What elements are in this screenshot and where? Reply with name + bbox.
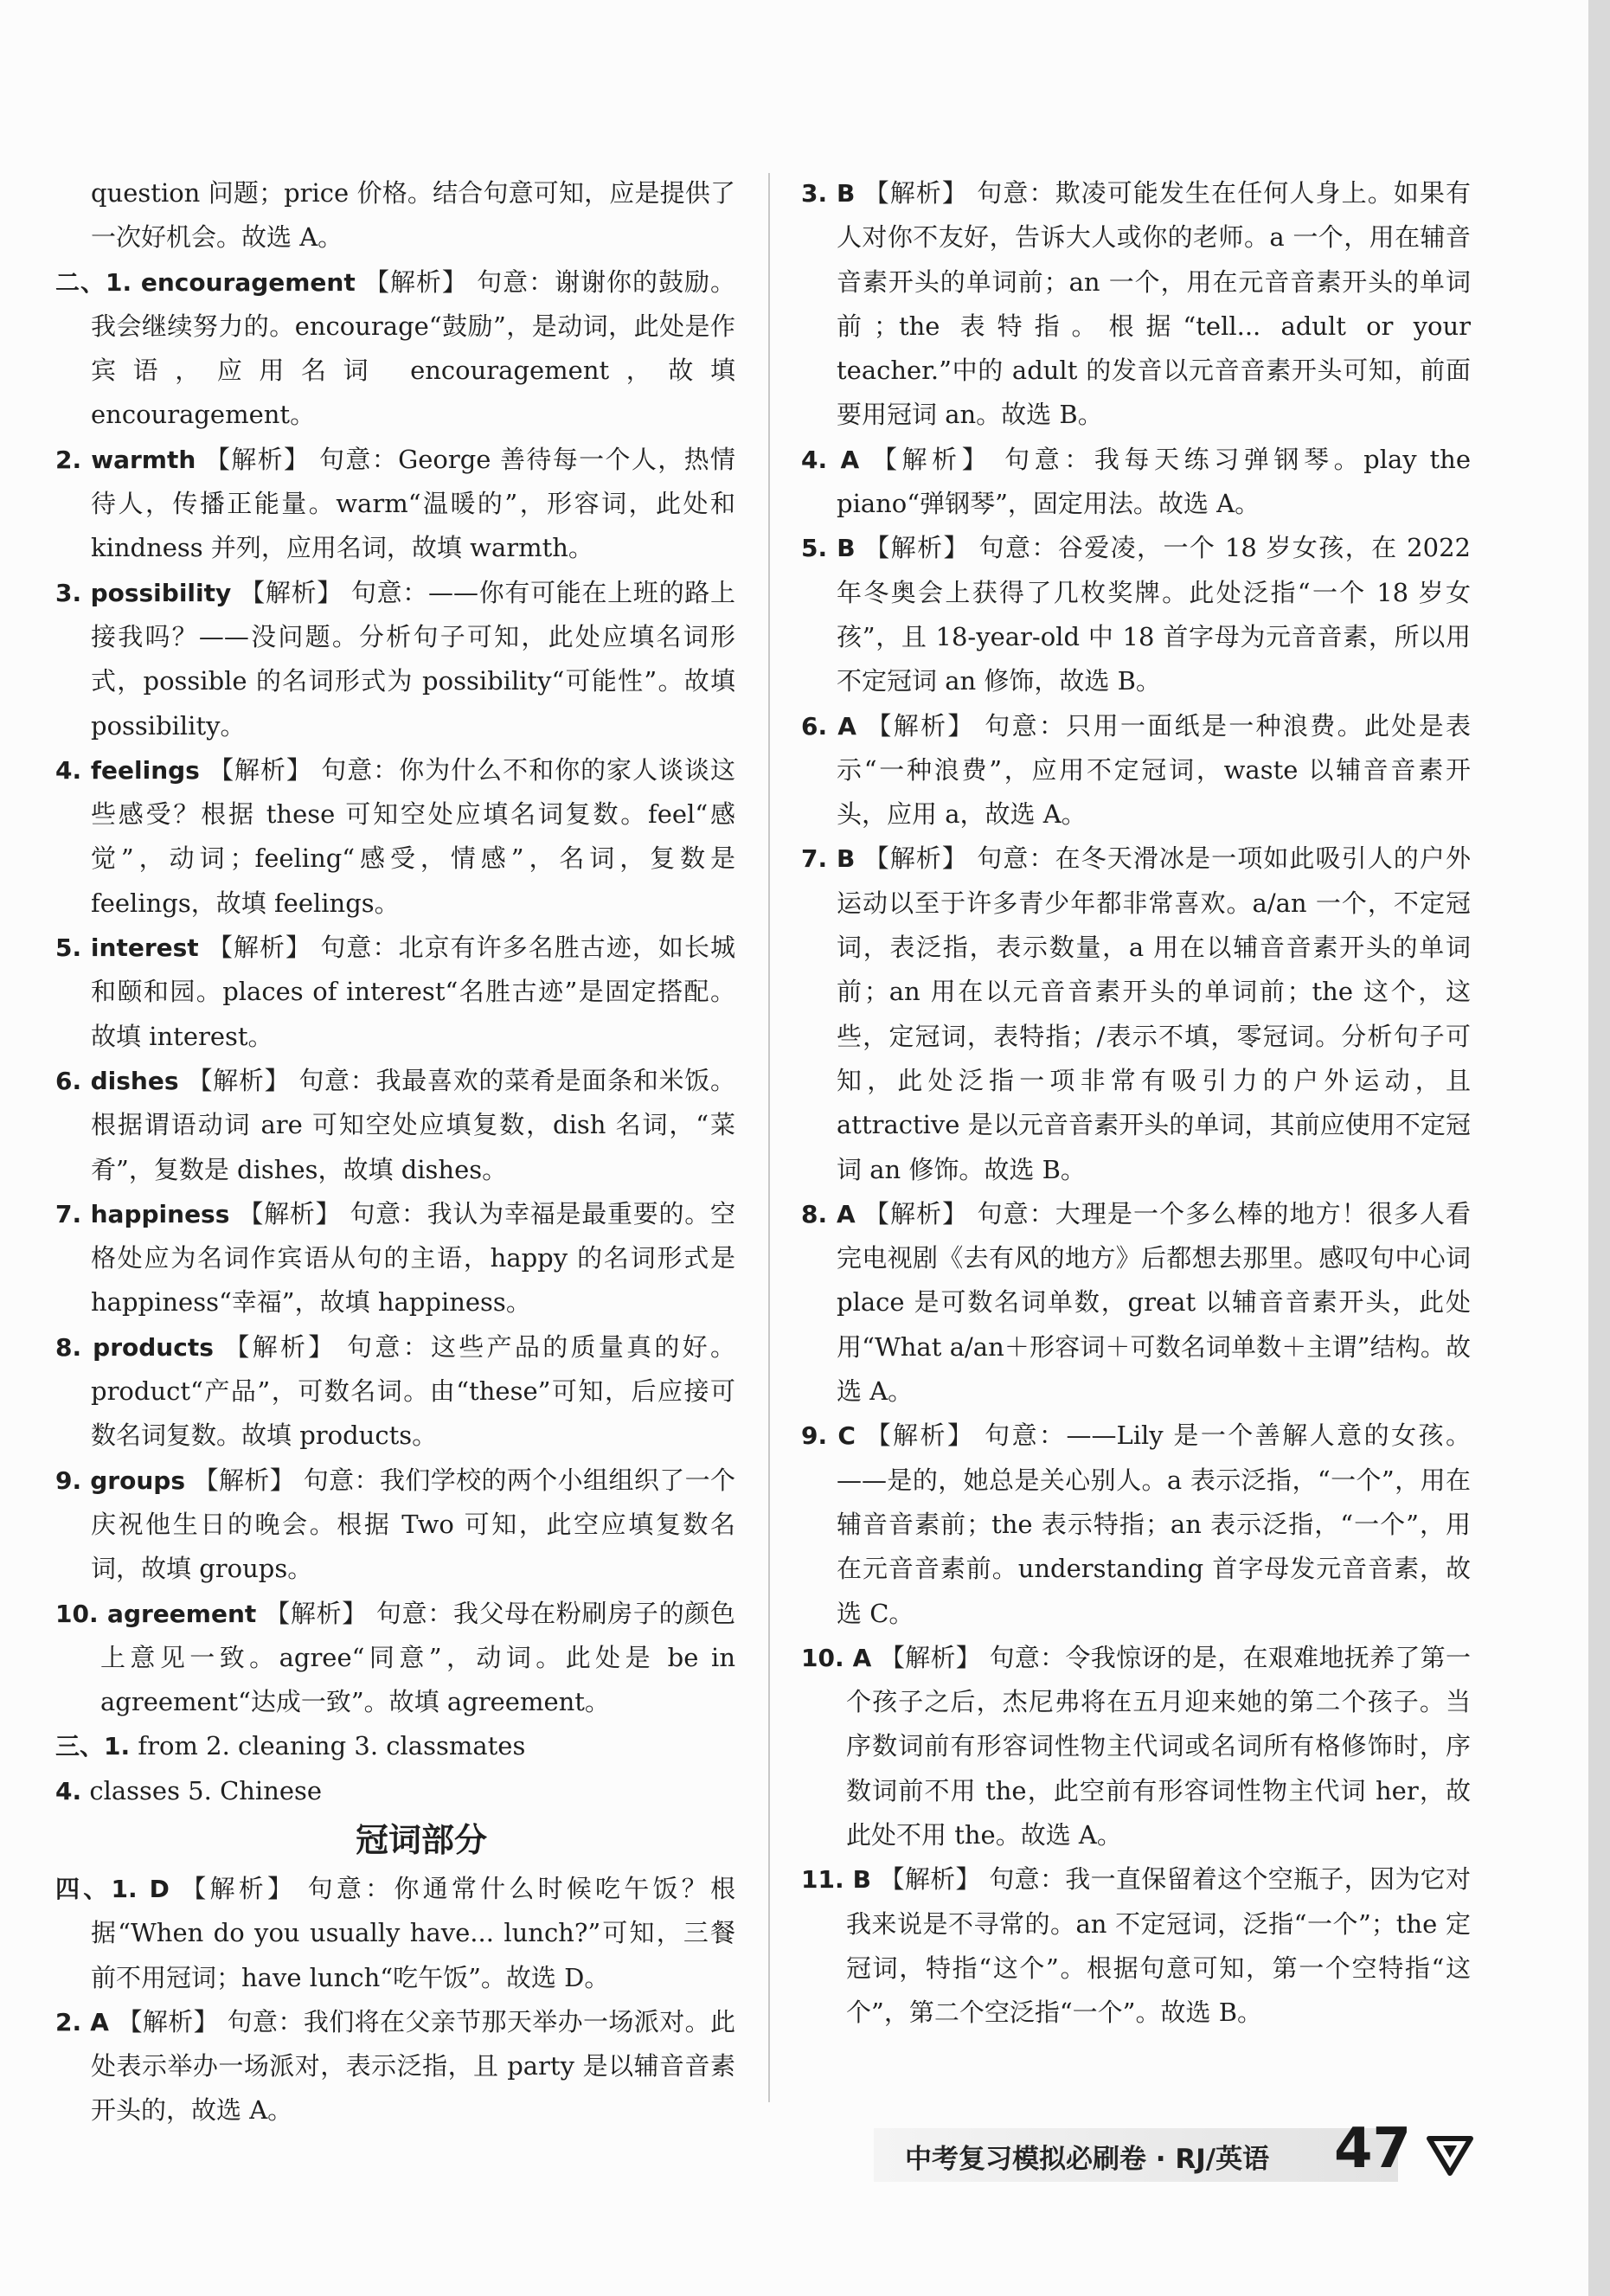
answer-item: [801, 438, 1471, 527]
answer-item: [55, 438, 735, 571]
answer-number: 7. B: [801, 844, 856, 874]
answer-text: 【解析】 句意：在冬天滑冰是一项如此吸引人的户外运动以至于许多青少年都非常喜欢。a/an 一个，不定冠词，表泛指，表示数量，a 用在以辅音音素开头的单词前；an 用在以元音音素开头的单词前；the 这个，这些，定冠词，表特指；/表示不填，零冠词。分析句子可知，此处泛指一项非常有吸引力的户外运动，且 attractive 是以元音音素开头的单词，其前应使用不定冠词 an 修饰。故选 B。: [837, 843, 1471, 1184]
answer-text: 【解析】 句意：这些产品的质量真的好。product“产品”，可数名词。由“these”可知，后应接可数名词复数。故填 products。: [91, 1331, 735, 1451]
answer-item: [55, 1592, 735, 1725]
answer-text: 【解析】 句意：我们将在父亲节那天举办一场派对。此处表示举办一场派对，表示泛指，且 party 是以辅音音素开头的，故选 A。: [91, 2006, 735, 2126]
answer-text: 【解析】 句意：你为什么不和你的家人谈谈这些感受？根据 these 可知空处应填名词复数。feel“感觉”，动词；feeling“感受，情感”，名词，复数是 feelings，故填 feelings。: [91, 754, 735, 918]
answer-text: 【解析】 句意：——你有可能在上班的路上接我吗？——没问题。分析句子可知，此处应填名词形式，possible 的名词形式为 possibility“可能性”。故填 possibility。: [91, 577, 735, 741]
answer-text: 【解析】 句意：北京有许多名胜古迹，如长城和颐和园。places of interest“名胜古迹”是固定搭配。故填 interest。: [91, 933, 736, 1051]
answer-text: 【解析】 句意：我最喜欢的菜肴是面条和米饭。根据谓语动词 are 可知空处应填复数，dish 名词，“菜肴”，复数是 dishes，故填 dishes。: [91, 1065, 736, 1184]
answer-item: [55, 571, 735, 748]
answer-number: 6. dishes: [55, 1066, 179, 1095]
answer-number: 2. A: [55, 2007, 109, 2036]
answer-text: 【解析】 句意：我们学校的两个小组组织了一个庆祝他生日的晚会。根据 Two 可知，此空应填复数名词，故填 groups。: [91, 1465, 736, 1584]
answer-number: 4.: [55, 1776, 82, 1805]
answer-number: 8. A: [801, 1199, 856, 1228]
answer-item: [55, 260, 735, 438]
answer-item: [55, 926, 735, 1059]
answer-item: [55, 1059, 735, 1192]
answer-text: 【解析】 句意：令我惊讶的是，在艰难地抚养了第一个孩子之后，杰尼弗将在五月迎来她的第二个孩子。当序数词前有形容词性物主代词或名词所有格修饰时，序数词前不用 the，此空前有形容词性物主代词 her，故此处不用 the。故选 A。: [846, 1642, 1471, 1850]
answer-number: 9. groups: [55, 1465, 185, 1495]
answer-item: [55, 1192, 735, 1325]
answer-item: [801, 171, 1471, 438]
answer-text: 【解析】 句意：谢谢你的鼓励。我会继续努力的。encourage“鼓励”，是动词，此处是作宾语，应用名词 encouragement，故填 encouragement。: [91, 266, 736, 430]
answer-number: 4. A: [801, 445, 860, 474]
answer-number: 3. B: [801, 179, 856, 208]
answer-number: 5. interest: [55, 933, 199, 963]
answer-text: 【解析】 句意：我父母在粉刷房子的颜色上意见一致。agree“同意”，动词。此处是 be in agreement“达成一致”。故填 agreement。: [100, 1598, 736, 1717]
section-heading: 冠词部分: [355, 1820, 487, 1859]
answer-number: 三、1.: [55, 1732, 131, 1761]
answer-item: [801, 526, 1471, 703]
answer-item: [55, 1459, 735, 1592]
answer-number: 8. products: [55, 1332, 214, 1362]
footer-label: 中考复习模拟必刷卷 · RJ/英语: [905, 2144, 1270, 2175]
answer-text: 【解析】 句意：大理是一个多么棒的地方！很多人看完电视剧《去有风的地方》后都想去那里。感叹句中心词 place 是可数名词单数，great 以辅音音素开头，此处用“What a/an＋形容词＋可数名词单数＋主谓”结构。故选 A。: [837, 1198, 1471, 1407]
answer-number: 四、1. D: [55, 1874, 170, 1903]
answer-item: [801, 837, 1471, 1191]
answer-item: [801, 1414, 1471, 1635]
answer-number: 6. A: [801, 711, 856, 741]
answer-item: [801, 1192, 1471, 1414]
answer-item: [55, 748, 735, 926]
answer-text: 【解析】 句意：George 善待每一个人，热情待人，传播正能量。warm“温暖的”，形容词，此处和 kindness 并列，应用名词，故填 warmth。: [91, 444, 735, 563]
answer-item: [801, 704, 1471, 837]
answer-text: 【解析】 句意：——Lily 是一个善解人意的女孩。——是的，她总是关心别人。a 表示泛指，“一个”，用在辅音音素前；the 表示特指；an 表示泛指，“一个”，用在元音音素前。understanding 首字母发元音音素，故选 C。: [837, 1421, 1471, 1628]
answer-text: 【解析】 句意：谷爱凌，一个 18 岁女孩，在 2022 年冬奥会上获得了几枚奖牌。此处泛指“一个 18 岁女孩”，且 18-year-old 中 18 首字母为元音音素，所以用不定冠词 an 修饰，故选 B。: [837, 533, 1471, 696]
triangle-down-icon: [1426, 2133, 1474, 2177]
answer-text: question 问题；price 价格。结合句意可知，应是提供了一次好机会。故选 A。: [91, 178, 735, 253]
answer-item: [801, 1636, 1471, 1857]
answer-text: 【解析】 句意：只用一面纸是一种浪费。此处是表示“一种浪费”，应用不定冠词，waste 以辅音音素开头，应用 a，故选 A。: [837, 710, 1471, 830]
answer-number: 2. warmth: [55, 445, 196, 474]
page-edge-shadow: [1588, 0, 1610, 2296]
answer-text: classes 5. Chinese: [81, 1775, 323, 1805]
right-column: [801, 171, 1471, 2035]
answer-number: 5. B: [801, 534, 856, 563]
answer-item: [55, 1724, 735, 1768]
page-number: 47: [1334, 2117, 1412, 2181]
answer-text: from 2. cleaning 3. classmates: [130, 1731, 526, 1761]
answer-number: 二、1. encouragement: [55, 267, 356, 297]
answer-text: 【解析】 句意：我每天练习弹钢琴。play the piano“弹钢琴”，固定用法。故选 A。: [837, 444, 1471, 519]
answer-item: [55, 1769, 735, 1813]
answer-text: 【解析】 句意：你通常什么时候吃午饭？根据“When do you usually have... lunch?”可知，三餐前不用冠词；have lunch“吃午饭”。故选 D。: [91, 1873, 735, 1992]
column-divider: [768, 173, 770, 2102]
answer-item: [55, 1325, 735, 1459]
answer-item: [801, 1857, 1471, 2035]
left-column: [55, 171, 735, 2133]
answer-number: 10. A: [801, 1643, 872, 1672]
answer-item: [55, 171, 735, 260]
answer-number: 10. agreement: [55, 1599, 257, 1628]
answer-number: 4. feelings: [55, 755, 200, 785]
answer-item: [55, 2000, 735, 2133]
answer-number: 11. B: [801, 1865, 872, 1895]
answer-text: 【解析】 句意：欺凌可能发生在任何人身上。如果有人对你不友好，告诉大人或你的老师。a 一个，用在辅音音素开头的单词前；an 一个，用在元音音素开头的单词前；the 表特指。根据“tell... adult or your teacher.”中的 adult 的发音以元音音素开头可知，前面要用冠词 an。故选 B。: [837, 178, 1471, 430]
answer-number: 9. C: [801, 1421, 856, 1451]
answer-text: 【解析】 句意：我认为幸福是最重要的。空格处应为名词作宾语从句的主语，happy 的名词形式是 happiness“幸福”，故填 happiness。: [91, 1198, 736, 1318]
answer-number: 7. happiness: [55, 1199, 230, 1228]
page-footer: [874, 2114, 1479, 2192]
answer-item: [55, 1867, 735, 2000]
answer-number: 3. possibility: [55, 578, 232, 607]
answer-text: 【解析】 句意：我一直保留着这个空瓶子，因为它对我来说是不寻常的。an 不定冠词，泛指“一个”；the 定冠词，特指“这个”。根据句意可知，第一个空特指“这个”，第二个空泛指“一个”。故选 B。: [846, 1864, 1471, 2028]
